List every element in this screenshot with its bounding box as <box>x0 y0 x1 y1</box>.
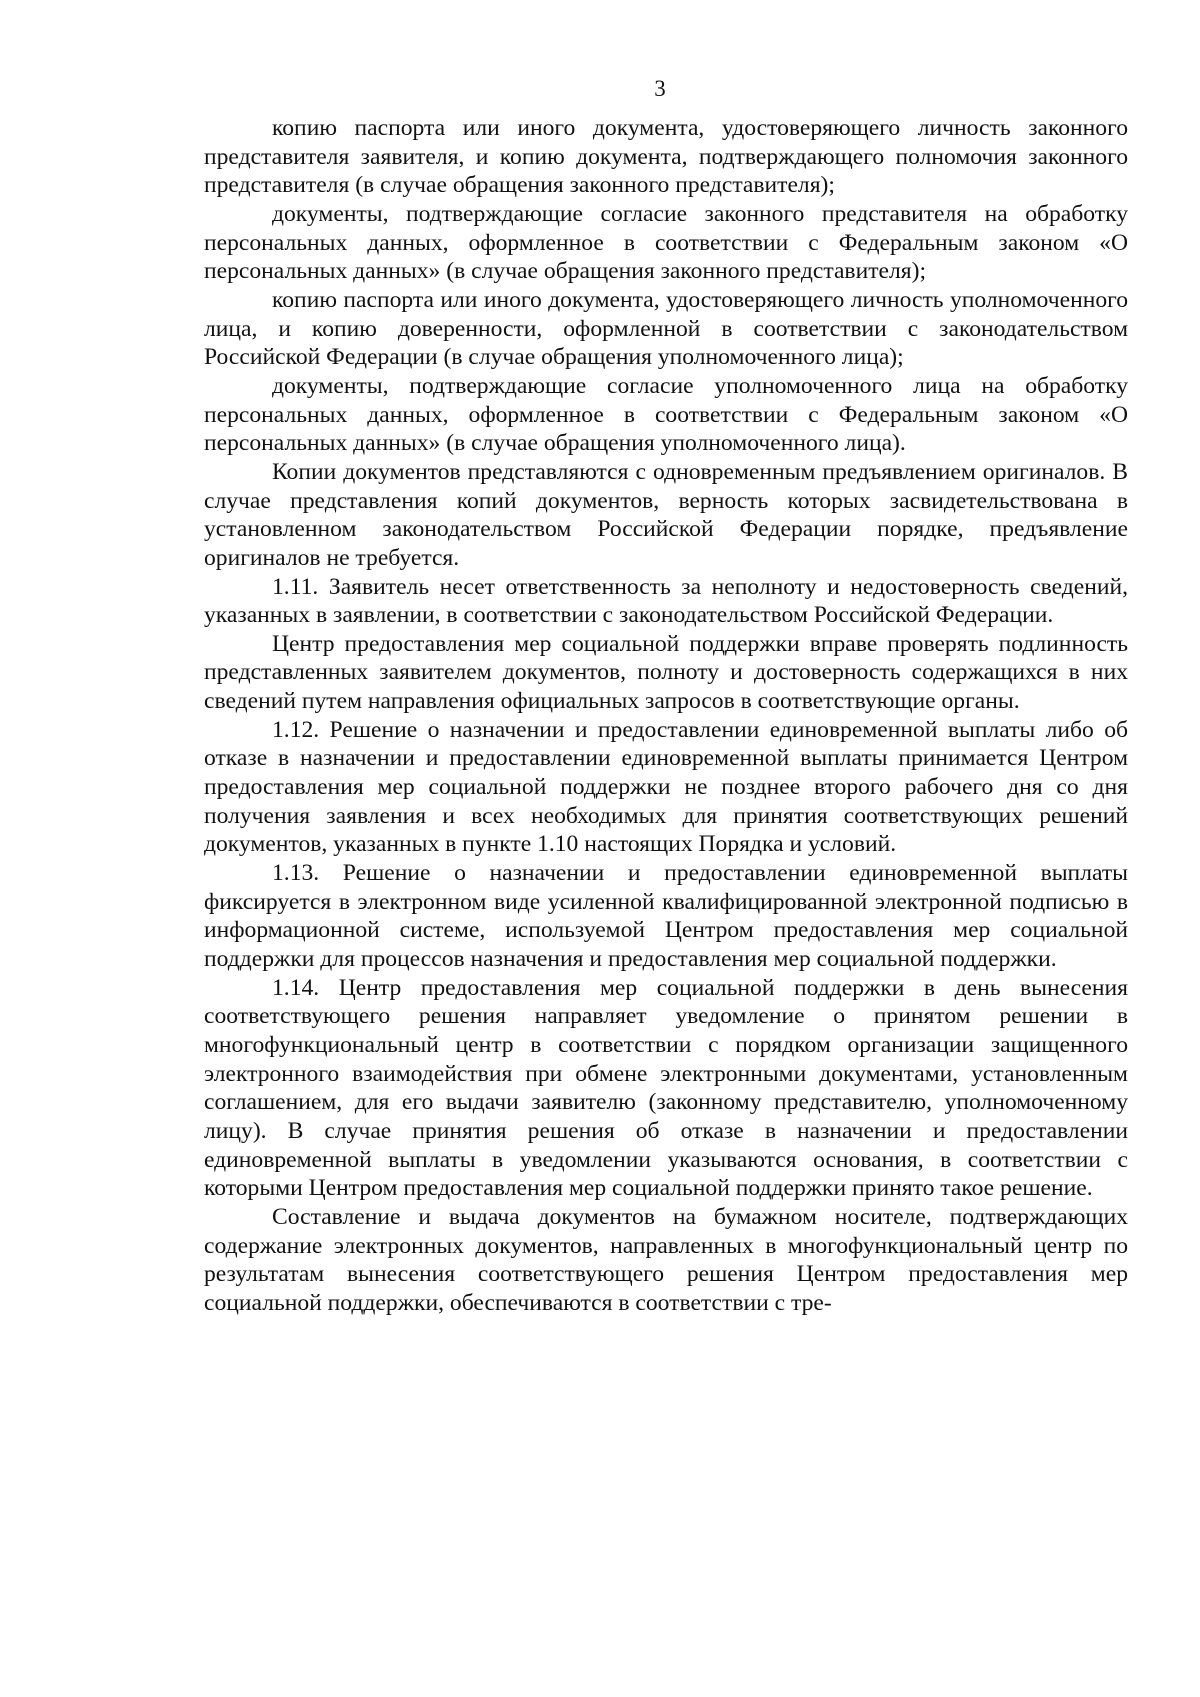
paragraph-authorized-person-consent: документы, подтверждающие согласие уполномоченного лица на обработку персональных данных, оформленное в соответствии с Федеральным законом «О персональных данных» (в случае обращения уполномоченного лица). <box>204 372 1128 457</box>
document-body <box>204 114 1128 1318</box>
paragraph-1-13: 1.13. Решение о назначении и предоставлении единовременной выплаты фиксируется в электронном виде усиленной квалифицированной электронной подписью в информационной системе, используемой Центром предоставления мер социальной поддержки для процессов назначения и предоставления мер социальной поддержки. <box>204 860 1128 973</box>
paragraph-1-11: 1.11. Заявитель несет ответственность за неполноту и недостоверность сведений, указанных в заявлении, в соответствии с законодательством Российской Федерации. <box>204 573 1128 629</box>
paragraph-copies-originals: Копии документов представляются с одновременным предъявлением оригиналов. В случае представления копий документов, верность которых засвидетельствована в установленном законодательством Российской Федерации порядке, предъявление оригиналов не требуется. <box>204 458 1128 571</box>
paragraph-1-14: 1.14. Центр предоставления мер социальной поддержки в день вынесения соответствующего решения направляет уведомление о принятом решении в многофункциональный центр в соответствии с порядком организации защищенного электронного взаимодействия при обмене электронными документами, установленным соглашением, для его выдачи заявителю (законному представителю, уполномоченному лицу). В случае принятия решения об отказе в назначении и предоставлении единовременной выплаты в уведомлении указываются основания, в соответствии с которыми Центром предоставления мер социальной поддержки принято такое решение. <box>204 974 1128 1202</box>
page-number: 3 <box>654 76 666 101</box>
paragraph-paper-documents: Составление и выдача документов на бумажном носителе, подтверждающих содержание электронных документов, направленных в многофункциональный центр по результатам вынесения соответствующего решения Центром предоставления мер социальной поддержки, обеспечиваются в соответствии с тре- <box>204 1203 1128 1316</box>
paragraph-1-12: 1.12. Решение о назначении и предоставлении единовременной выплаты либо об отказе в назначении и предоставлении единовременной выплаты принимается Центром предоставления мер социальной поддержки не позднее второго рабочего дня со дня получения заявления и всех необходимых для принятия соответствующих решений документов, указанных в пункте 1.10 настоящих Порядка и условий. <box>204 716 1128 858</box>
paragraph-center-verification: Центр предоставления мер социальной поддержки вправе проверять подлинность представленных заявителем документов, полноту и достоверность содержащихся в них сведений путем направления официальных запросов в соответствующие органы. <box>204 630 1128 715</box>
paragraph-legal-rep-consent: документы, подтверждающие согласие законного представителя на обработку персональных данных, оформленное в соответствии с Федеральным законом «О персональных данных» (в случае обращения законного представителя); <box>204 200 1128 285</box>
paragraph-legal-rep-passport: копию паспорта или иного документа, удостоверяющего личность законного представителя заявителя, и копию документа, подтверждающего полномочия законного представителя (в случае обращения законного представителя); <box>204 115 1128 199</box>
paragraph-authorized-person-passport: копию паспорта или иного документа, удостоверяющего личность уполномоченного лица, и копию доверенности, оформленной в соответствии с законодательством Российской Федерации (в случае обращения уполномоченного лица); <box>204 286 1128 371</box>
